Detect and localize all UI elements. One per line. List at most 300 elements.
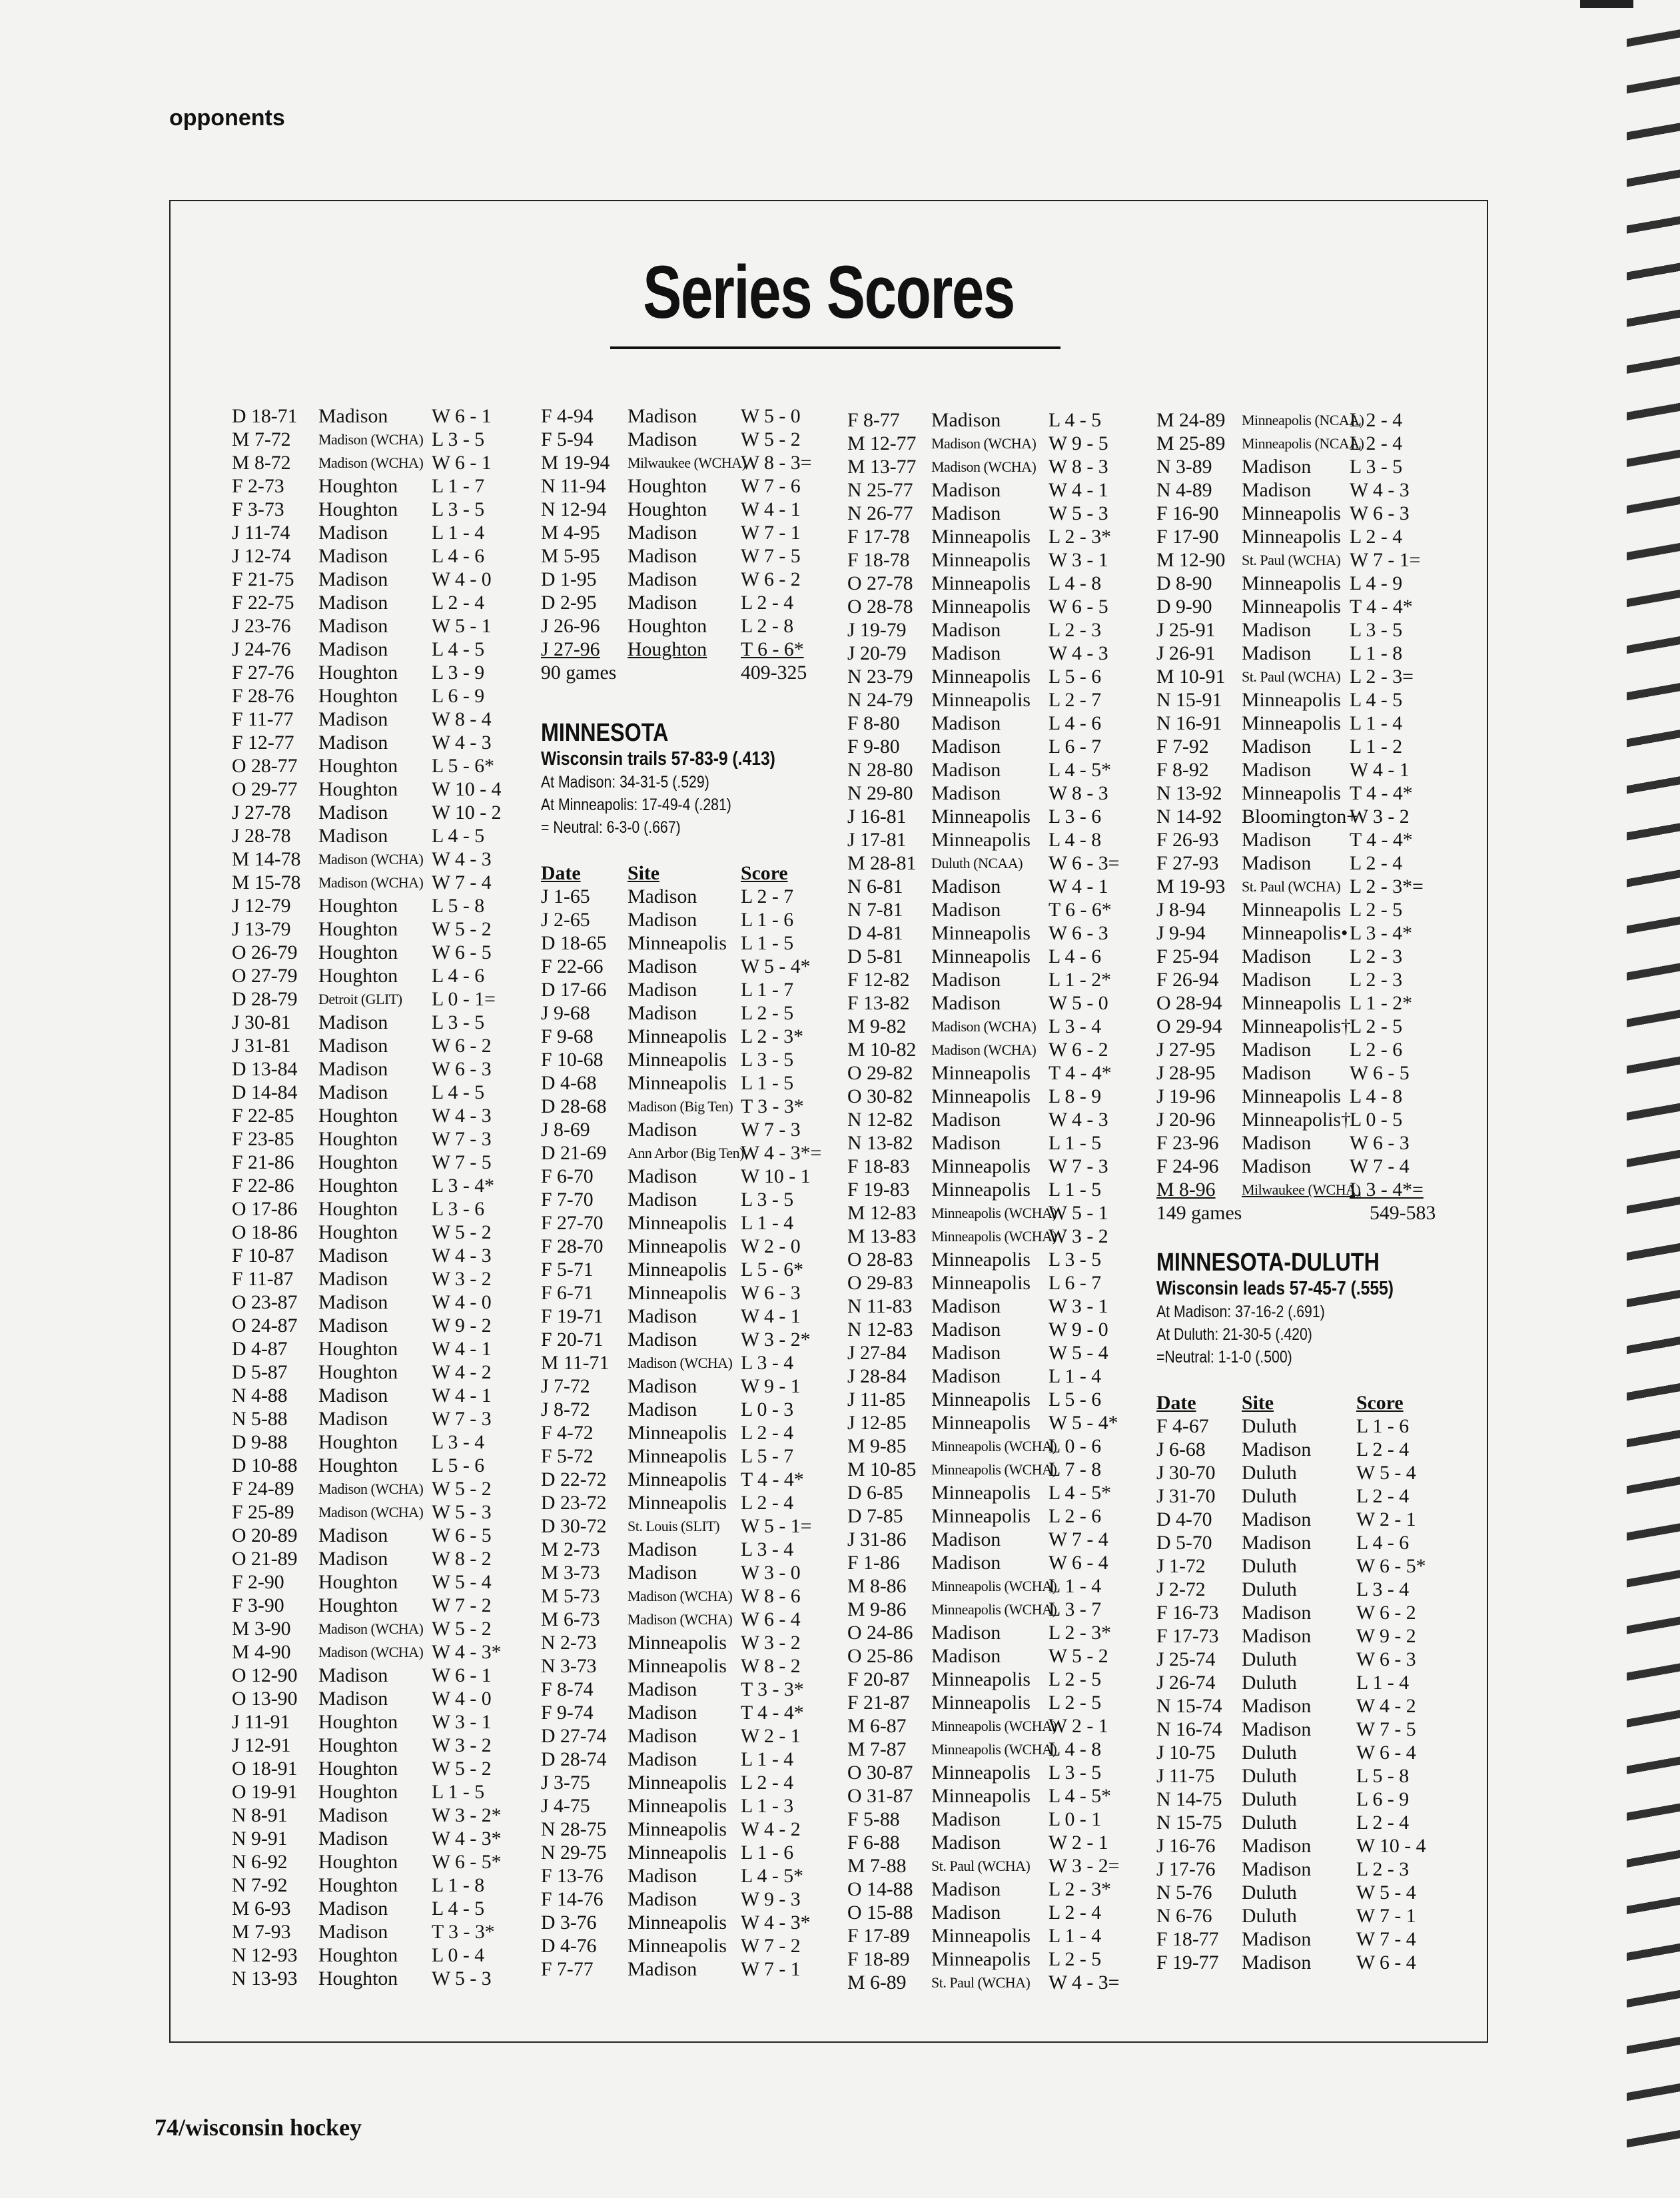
game-site: Houghton (628, 498, 707, 520)
game-score: W 4 - 2 (1356, 1695, 1416, 1717)
game-score: W 2 - 1 (741, 1725, 801, 1747)
game-site: Madison (318, 708, 388, 730)
game-site: Madison (628, 1678, 697, 1700)
game-row (847, 1808, 1119, 1831)
game-row (541, 1001, 821, 1025)
game-date: F 18-83 (847, 1155, 910, 1177)
game-site: Madison (WCHA) (318, 1644, 424, 1660)
game-row (1156, 1764, 1436, 1788)
game-site: Madison (318, 1245, 388, 1267)
game-row (847, 968, 1119, 991)
game-site: Madison (1242, 1155, 1312, 1177)
game-date: F 24-89 (232, 1478, 294, 1500)
game-site: St. Paul (WCHA) (931, 1858, 1031, 1874)
game-score: L 4 - 8 (1049, 1738, 1102, 1760)
game-site: Minneapolis (628, 1468, 727, 1490)
game-score: W 9 - 1 (741, 1375, 801, 1397)
game-site: Houghton (318, 1454, 398, 1476)
game-date: J 11-85 (847, 1388, 906, 1410)
column-2 (541, 404, 821, 1981)
game-site: Madison (931, 1132, 1001, 1154)
game-site: Madison (931, 502, 1001, 524)
game-row (847, 1108, 1119, 1131)
game-row (232, 1430, 502, 1454)
game-score: W 4 - 3 (432, 1245, 492, 1267)
game-score: W 4 - 1 (1049, 875, 1108, 897)
column-4 (1156, 408, 1436, 1974)
game-score: W 4 - 3 (1049, 1109, 1108, 1131)
game-score: L 3 - 5 (1049, 1762, 1102, 1784)
game-row (541, 568, 821, 591)
game-site: Madison (1242, 969, 1312, 991)
game-site: Madison (628, 405, 697, 427)
game-score: L 2 - 5 (1049, 1948, 1102, 1970)
game-date: N 7-92 (232, 1874, 288, 1896)
game-date: D 17-66 (541, 979, 607, 1001)
game-score: L 3 - 6 (1049, 806, 1102, 827)
game-site: Houghton (318, 1758, 398, 1780)
game-row (232, 1804, 502, 1827)
game-score: W 6 - 4 (1049, 1552, 1108, 1574)
game-date: F 10-68 (541, 1049, 604, 1071)
game-score: L 1 - 4 (1350, 712, 1403, 734)
game-row (847, 1668, 1119, 1691)
game-site: Minneapolis (628, 1259, 727, 1281)
game-score: L 4 - 5 (1049, 409, 1102, 431)
game-row (1156, 618, 1436, 642)
game-row (541, 1771, 821, 1794)
game-score: L 2 - 7 (741, 885, 794, 907)
game-score: L 1 - 6 (741, 909, 794, 931)
duluth-duluth: At Duluth: 21-30-5 (.420) (1156, 1325, 1312, 1344)
game-score: W 6 - 3 (1350, 1132, 1410, 1154)
game-row (541, 1911, 821, 1934)
game-date: F 9-74 (541, 1702, 594, 1724)
game-row (1156, 1648, 1436, 1671)
game-row (541, 521, 821, 544)
game-site: Madison (931, 479, 1001, 501)
game-score: W 4 - 3 (432, 732, 492, 754)
game-site: Minneapolis (WCHA) (931, 1438, 1057, 1454)
game-site: Minneapolis (931, 666, 1031, 688)
game-date: J 30-81 (232, 1011, 291, 1033)
game-score: L 2 - 4 (432, 592, 485, 614)
game-site: Houghton (628, 475, 707, 497)
game-date: M 2-73 (541, 1538, 600, 1560)
game-site: Houghton (318, 1151, 398, 1173)
game-score: W 6 - 5 (1350, 1062, 1410, 1084)
game-site: Madison (318, 1035, 388, 1057)
game-score: W 5 - 4 (1356, 1462, 1416, 1484)
game-site: Madison (318, 1664, 388, 1686)
game-site: Houghton (318, 1944, 398, 1966)
game-score: L 1 - 3 (741, 1795, 794, 1817)
game-score: L 3 - 5 (432, 1011, 485, 1033)
game-site: St. Paul (WCHA) (1242, 552, 1341, 568)
game-score: L 2 - 4 (1356, 1438, 1410, 1460)
game-date: F 28-76 (232, 685, 294, 707)
game-score: L 0 - 5 (1350, 1109, 1403, 1131)
game-date: N 23-79 (847, 666, 913, 688)
game-date: N 12-83 (847, 1319, 913, 1341)
game-row (847, 758, 1119, 782)
game-site: Houghton (318, 685, 398, 707)
game-date: F 25-94 (1156, 945, 1219, 967)
game-site: Madison (318, 405, 388, 427)
game-score: L 2 - 3* (1049, 526, 1112, 548)
game-site: Duluth (NCAA) (931, 855, 1023, 871)
game-row (847, 1598, 1119, 1621)
game-row (232, 1617, 502, 1640)
game-site: Minneapolis (NCAA) (1242, 435, 1364, 452)
title-underline (610, 346, 1060, 349)
game-row (1156, 1438, 1436, 1461)
game-date: J 12-91 (232, 1734, 291, 1756)
game-site: Madison (318, 1291, 388, 1313)
game-row (1156, 921, 1436, 945)
game-row (847, 1924, 1119, 1947)
game-score: L 0 - 3 (741, 1398, 794, 1420)
game-date: M 12-83 (847, 1202, 917, 1224)
game-row (541, 1538, 821, 1561)
minnesota-madison: At Madison: 34-31-5 (.529) (541, 773, 709, 792)
game-date: N 6-92 (232, 1851, 288, 1873)
game-row (1156, 688, 1436, 712)
game-date: F 16-73 (1156, 1602, 1219, 1624)
game-score: W 6 - 5* (1356, 1555, 1426, 1577)
col4-total-row (1156, 1201, 1436, 1225)
game-site: Minneapolis (931, 689, 1031, 711)
game-row (541, 885, 821, 908)
game-score: W 4 - 3 (432, 848, 492, 870)
game-row (1156, 1108, 1436, 1131)
game-row (232, 847, 502, 871)
game-row (541, 451, 821, 474)
game-row (541, 1095, 821, 1118)
game-site: Houghton (318, 1781, 398, 1803)
game-score: T 3 - 3* (432, 1921, 495, 1943)
game-date: M 7-93 (232, 1921, 291, 1943)
game-row (232, 1057, 502, 1081)
game-site: Minneapolis (628, 1282, 727, 1304)
game-date: F 5-88 (847, 1808, 900, 1830)
game-row (541, 1351, 821, 1374)
game-row (541, 1491, 821, 1514)
game-site: Madison (WCHA) (931, 458, 1037, 475)
game-score: W 4 - 3= (1049, 1971, 1120, 1993)
game-row (232, 1850, 502, 1874)
game-row (232, 684, 502, 708)
game-score: W 6 - 3 (432, 1058, 492, 1080)
game-date: F 22-66 (541, 955, 604, 977)
game-site: Madison (931, 759, 1001, 781)
game-date: O 28-94 (1156, 992, 1222, 1014)
game-date: J 12-85 (847, 1412, 907, 1434)
game-row (541, 1841, 821, 1864)
game-row (847, 1644, 1119, 1668)
game-site: Minneapolis (628, 1935, 727, 1957)
game-row (1156, 1015, 1436, 1038)
game-row (232, 1104, 502, 1127)
game-row (1156, 1904, 1436, 1927)
game-site: Minneapolis (628, 1212, 727, 1234)
game-score: W 3 - 2 (1350, 806, 1410, 827)
game-row (232, 1081, 502, 1104)
game-date: F 6-71 (541, 1282, 594, 1304)
game-score: W 5 - 2 (432, 1618, 492, 1640)
game-date: O 29-77 (232, 778, 298, 800)
game-date: M 12-90 (1156, 549, 1226, 571)
game-row (847, 1784, 1119, 1808)
game-site: Madison (318, 1898, 388, 1920)
game-date: M 13-83 (847, 1225, 917, 1247)
game-row (847, 1225, 1119, 1248)
game-score: W 8 - 2 (741, 1655, 801, 1677)
game-score: L 4 - 8 (1049, 572, 1102, 594)
game-site: Madison (318, 1384, 388, 1406)
game-date: N 13-93 (232, 1967, 298, 1989)
game-site: Madison (931, 409, 1001, 431)
game-date: F 20-71 (541, 1329, 604, 1351)
game-score: W 9 - 0 (1049, 1319, 1108, 1341)
game-date: F 24-96 (1156, 1155, 1219, 1177)
game-row (232, 1337, 502, 1361)
game-date: F 21-87 (847, 1692, 910, 1714)
game-date: N 3-73 (541, 1655, 597, 1677)
game-date: J 8-72 (541, 1398, 590, 1420)
game-date: M 24-89 (1156, 409, 1226, 431)
game-site: Madison (WCHA) (628, 1611, 733, 1628)
game-site: Minneapolis (931, 1785, 1031, 1807)
game-row (541, 591, 821, 614)
game-row (232, 428, 502, 451)
game-date: D 5-70 (1156, 1532, 1212, 1554)
game-site: Minneapolis (931, 1249, 1031, 1271)
game-score: T 6 - 6* (1049, 899, 1112, 921)
game-score: L 1 - 4 (1049, 1925, 1102, 1947)
game-site: Madison (628, 885, 697, 907)
game-site: Madison (1242, 852, 1312, 874)
total-score: 409-325 (741, 662, 807, 684)
game-score: W 8 - 3= (741, 452, 812, 474)
game-date: J 6-68 (1156, 1438, 1206, 1460)
game-date: N 15-91 (1156, 689, 1222, 711)
game-date: F 14-76 (541, 1888, 604, 1910)
game-date: F 17-78 (847, 526, 910, 548)
game-row (232, 614, 502, 638)
game-date: F 17-73 (1156, 1625, 1219, 1647)
game-row (1156, 735, 1436, 758)
game-site: Madison (1242, 1532, 1312, 1554)
game-score: W 6 - 3 (1350, 502, 1410, 524)
game-site: Madison (931, 619, 1001, 641)
game-score: W 8 - 4 (432, 708, 492, 730)
game-date: O 24-87 (232, 1315, 298, 1337)
game-row (1156, 1741, 1436, 1764)
game-date: M 10-91 (1156, 666, 1226, 688)
game-score: L 6 - 9 (1356, 1788, 1410, 1810)
game-score: W 8 - 6 (741, 1585, 801, 1607)
page-edge-shadow (1580, 0, 1633, 8)
game-row (541, 428, 821, 451)
game-score: L 2 - 8 (741, 615, 794, 637)
game-site: Madison (1242, 1951, 1312, 1973)
game-site: Minneapolis (628, 1655, 727, 1677)
game-score: L 4 - 5* (1049, 1482, 1112, 1504)
game-date: M 7-88 (847, 1855, 907, 1877)
game-date: D 4-70 (1156, 1508, 1212, 1530)
game-row (232, 1967, 502, 1990)
game-score: W 3 - 2* (741, 1329, 811, 1351)
game-date: M 19-93 (1156, 875, 1226, 897)
game-row (847, 572, 1119, 595)
game-score: L 7 - 8 (1049, 1458, 1102, 1480)
game-date: N 12-94 (541, 498, 607, 520)
game-date: F 9-80 (847, 736, 900, 758)
game-score: W 5 - 3 (432, 1501, 492, 1523)
game-row (1156, 1788, 1436, 1811)
game-date: O 31-87 (847, 1785, 913, 1807)
game-date: J 31-86 (847, 1528, 907, 1550)
game-row (541, 1608, 821, 1631)
game-row (1156, 1484, 1436, 1508)
game-score: L 3 - 4 (741, 1538, 794, 1560)
game-row (847, 1528, 1119, 1551)
game-site: Madison (WCHA) (931, 1041, 1037, 1058)
game-date: J 11-74 (232, 522, 290, 544)
game-score: W 5 - 4 (1356, 1882, 1416, 1904)
game-score: L 5 - 6 (432, 1454, 485, 1476)
game-date: O 15-88 (847, 1902, 913, 1923)
game-site: Madison (931, 1878, 1001, 1900)
game-date: M 19-94 (541, 452, 610, 474)
game-score: W 4 - 3*= (741, 1142, 822, 1164)
game-site: Madison (628, 592, 697, 614)
game-date: F 18-89 (847, 1948, 910, 1970)
game-date: M 10-82 (847, 1039, 917, 1061)
game-row (847, 875, 1119, 898)
game-score: L 5 - 6 (1049, 1388, 1102, 1410)
game-site: Madison (628, 522, 697, 544)
game-score: L 2 - 4 (1350, 526, 1403, 548)
game-row (541, 1071, 821, 1095)
game-score: L 2 - 3* (741, 1025, 804, 1047)
game-score: W 3 - 1 (432, 1711, 492, 1733)
game-score: W 7 - 1 (741, 1958, 801, 1980)
game-score: L 2 - 4 (741, 1422, 794, 1444)
game-row (541, 1888, 821, 1911)
game-date: J 20-79 (847, 642, 907, 664)
game-row (847, 548, 1119, 572)
game-score: W 6 - 3= (1049, 852, 1120, 874)
game-row (1156, 898, 1436, 921)
game-score: L 4 - 5* (1049, 1785, 1112, 1807)
game-site: Houghton (318, 918, 398, 940)
game-row (541, 1305, 821, 1328)
game-row (847, 665, 1119, 688)
game-score: W 3 - 2= (1049, 1855, 1120, 1877)
game-site: Madison (318, 1408, 388, 1430)
game-date: J 31-70 (1156, 1485, 1216, 1507)
game-date: F 10-87 (232, 1245, 294, 1267)
game-score: L 1 - 5 (1049, 1132, 1102, 1154)
column-3 (847, 408, 1119, 1994)
game-date: D 2-95 (541, 592, 597, 614)
game-site: Madison (931, 1808, 1001, 1830)
game-site: Minneapolis (931, 596, 1031, 618)
game-score: W 6 - 5 (432, 1524, 492, 1546)
game-site: Duluth (1242, 1812, 1297, 1834)
game-score: W 5 - 4* (741, 955, 811, 977)
game-row (541, 1141, 821, 1165)
game-row (847, 1714, 1119, 1738)
game-row (1156, 455, 1436, 478)
game-site: Madison (WCHA) (931, 435, 1037, 452)
game-site: Minneapolis (WCHA) (931, 1228, 1057, 1245)
game-site: Minneapolis (931, 829, 1031, 851)
game-row (1156, 1085, 1436, 1108)
game-score: W 5 - 2 (432, 1758, 492, 1780)
game-row (541, 955, 821, 978)
game-date: F 26-94 (1156, 969, 1219, 991)
game-site: Houghton (318, 1221, 398, 1243)
game-site: Minneapolis (628, 932, 727, 954)
game-row (232, 1291, 502, 1314)
game-date: F 4-72 (541, 1422, 594, 1444)
game-row (847, 432, 1119, 455)
game-date: D 18-65 (541, 932, 607, 954)
game-score: L 1 - 6 (1356, 1415, 1410, 1437)
game-score: L 1 - 6 (741, 1842, 794, 1864)
game-row (232, 1221, 502, 1244)
game-site: Minneapolis (931, 922, 1031, 944)
game-score: W 7 - 1= (1350, 549, 1421, 571)
col4-top-list (1156, 408, 1436, 1201)
game-date: M 9-85 (847, 1435, 907, 1457)
game-site: Minneapolis (1242, 596, 1341, 618)
game-date: D 18-71 (232, 405, 298, 427)
game-row (232, 1943, 502, 1967)
game-date: N 14-75 (1156, 1788, 1222, 1810)
game-row (232, 404, 502, 428)
game-score: L 1 - 2 (1350, 736, 1403, 758)
game-date: J 16-81 (847, 806, 907, 827)
col2-top-list (541, 404, 821, 661)
game-row (232, 941, 502, 964)
game-site: Duluth (1242, 1672, 1297, 1694)
game-row (232, 1780, 502, 1804)
game-date: J 28-78 (232, 825, 291, 847)
game-date: D 1-95 (541, 568, 597, 590)
game-score: L 3 - 4 (1356, 1578, 1410, 1600)
game-site: Minneapolis (931, 1925, 1031, 1947)
game-site: Madison (628, 428, 697, 450)
game-site: Madison (1242, 736, 1312, 758)
game-score: L 1 - 7 (432, 475, 485, 497)
header-site: Site (628, 862, 659, 884)
game-site: Houghton (318, 1711, 398, 1733)
game-date: O 21-89 (232, 1548, 298, 1570)
game-score: W 3 - 1 (1049, 549, 1108, 571)
game-site: Madison (1242, 1928, 1312, 1950)
game-row (1156, 548, 1436, 572)
game-row (1156, 665, 1436, 688)
game-row (1156, 1414, 1436, 1438)
game-date: N 6-76 (1156, 1905, 1212, 1927)
col2-minnesota-list (541, 885, 821, 1981)
game-row (541, 1328, 821, 1351)
game-score: L 2 - 4 (741, 592, 794, 614)
